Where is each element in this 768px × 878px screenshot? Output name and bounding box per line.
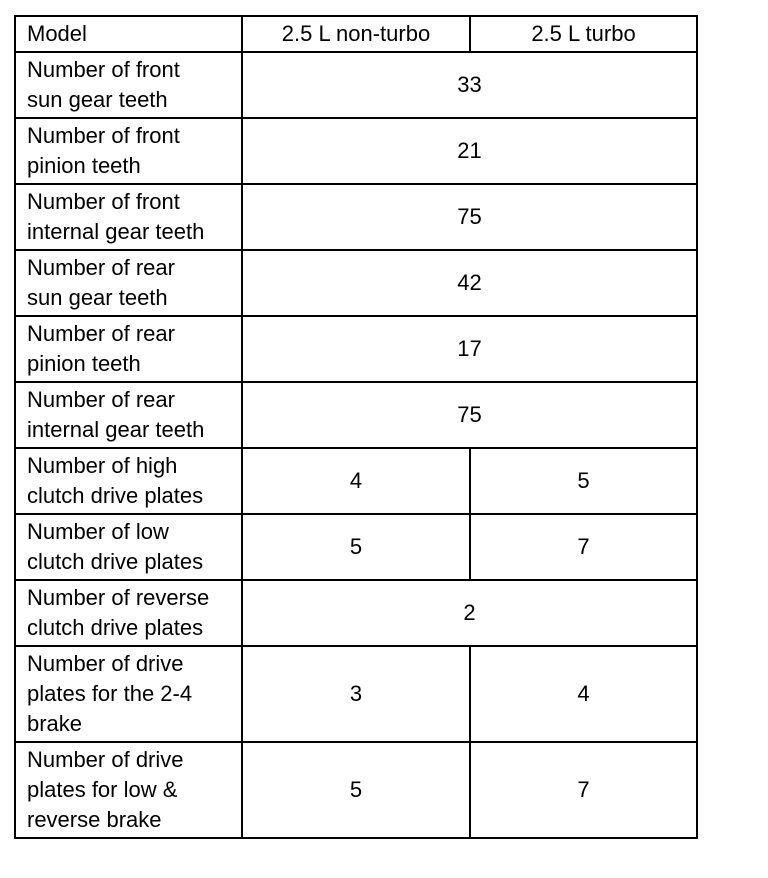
row-value-turbo: 7 <box>470 742 697 838</box>
row-value-shared: 21 <box>242 118 697 184</box>
row-value-shared: 42 <box>242 250 697 316</box>
row-label: Number of drive plates for the 2-4 brake <box>15 646 242 742</box>
table-row <box>15 448 697 514</box>
header-turbo: 2.5 L turbo <box>470 16 697 52</box>
table-row <box>15 250 697 316</box>
header-row <box>15 16 697 52</box>
table-row <box>15 118 697 184</box>
specification-table <box>14 15 698 839</box>
row-value-shared: 17 <box>242 316 697 382</box>
table-row <box>15 742 697 838</box>
header-model: Model <box>15 16 242 52</box>
row-value-shared: 75 <box>242 382 697 448</box>
table-row <box>15 52 697 118</box>
table-row <box>15 382 697 448</box>
row-value-non-turbo: 5 <box>242 514 470 580</box>
table-row <box>15 646 697 742</box>
table-row <box>15 184 697 250</box>
table-row <box>15 580 697 646</box>
row-label: Number of front sun gear teeth <box>15 52 242 118</box>
row-value-shared: 2 <box>242 580 697 646</box>
row-label: Number of high clutch drive plates <box>15 448 242 514</box>
row-value-shared: 33 <box>242 52 697 118</box>
row-value-turbo: 5 <box>470 448 697 514</box>
table-row <box>15 316 697 382</box>
row-label: Number of rear internal gear teeth <box>15 382 242 448</box>
row-value-shared: 75 <box>242 184 697 250</box>
row-value-turbo: 4 <box>470 646 697 742</box>
row-label: Number of reverse clutch drive plates <box>15 580 242 646</box>
row-label: Number of front pinion teeth <box>15 118 242 184</box>
row-label: Number of rear sun gear teeth <box>15 250 242 316</box>
header-non-turbo: 2.5 L non-turbo <box>242 16 470 52</box>
row-label: Number of drive plates for low & reverse brake <box>15 742 242 838</box>
row-value-non-turbo: 5 <box>242 742 470 838</box>
row-value-non-turbo: 4 <box>242 448 470 514</box>
row-label: Number of front internal gear teeth <box>15 184 242 250</box>
row-value-turbo: 7 <box>470 514 697 580</box>
row-label: Number of low clutch drive plates <box>15 514 242 580</box>
row-value-non-turbo: 3 <box>242 646 470 742</box>
table-row <box>15 514 697 580</box>
row-label: Number of rear pinion teeth <box>15 316 242 382</box>
